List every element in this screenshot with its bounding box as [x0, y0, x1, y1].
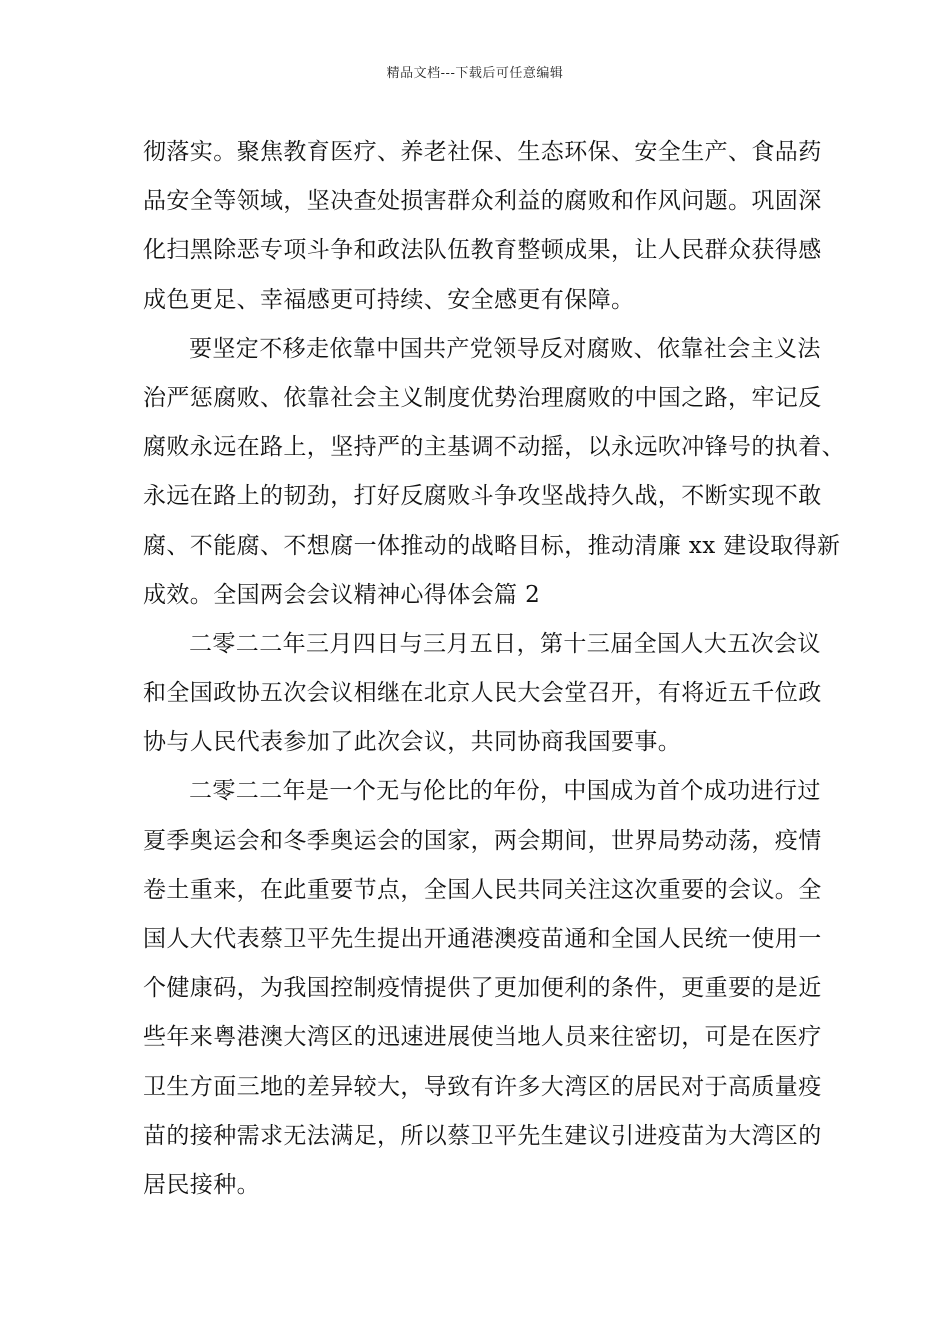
text-line: 成色更足、幸福感更可持续、安全感更有保障。: [143, 286, 635, 313]
page-header: 精品文档---下载后可任意编辑: [386, 66, 564, 81]
text-line: 品安全等领域，坚决查处损害群众利益的腐败和作风问题。巩固深: [143, 188, 822, 215]
text-line: 治严惩腐败、依靠社会主义制度优势治理腐败的中国之路，牢记反: [143, 384, 822, 411]
paragraph-start-line: 二零二二年是一个无与伦比的年份，中国成为首个成功进行过: [189, 778, 821, 805]
document-body: [143, 128, 845, 1210]
text-line: 居民接种。: [143, 1171, 260, 1198]
text-line: 卫生方面三地的差异较大，导致有许多大湾区的居民对于高质量疫: [143, 1073, 822, 1100]
text-line: 永远在路上的韧劲，打好反腐败斗争攻坚战持久战，不断实现不敢: [143, 483, 822, 510]
text-line: 和全国政协五次会议相继在北京人民大会堂召开，有将近五千位政: [143, 680, 822, 707]
text-line: 成效。全国两会会议精神心得体会篇 2: [143, 581, 541, 608]
text-line: 夏季奥运会和冬季奥运会的国家，两会期间，世界局势动荡，疫情: [143, 827, 822, 854]
paragraph-start-line: 要坚定不移走依靠中国共产党领导反对腐败、依靠社会主义法: [189, 335, 821, 362]
text-line: 彻落实。聚焦教育医疗、养老社保、生态环保、安全生产、食品药: [143, 139, 822, 165]
text-line: 腐败永远在路上，坚持严的主基调不动摇，以永远吹冲锋号的执着、: [143, 434, 845, 461]
text-line: 个健康码，为我国控制疫情提供了更加便利的条件，更重要的是近: [143, 975, 822, 1002]
text-line: 国人大代表蔡卫平先生提出开通港澳疫苗通和全国人民统一使用一: [143, 926, 822, 952]
text-line: 卷土重来，在此重要节点，全国人民共同关注这次重要的会议。全: [143, 876, 822, 903]
text-line: 协与人民代表参加了此次会议，共同协商我国要事。: [143, 729, 682, 756]
text-line: 些年来粤港澳大湾区的迅速进展使当地人员来往密切，可是在医疗: [143, 1024, 822, 1051]
text-line: 化扫黑除恶专项斗争和政法队伍教育整顿成果，让人民群众获得感: [143, 237, 822, 264]
text-line: 腐、不能腐、不想腐一体推动的战略目标，推动清廉 xx 建设取得新: [143, 532, 841, 559]
text-line: 苗的接种需求无法满足，所以蔡卫平先生建议引进疫苗为大湾区的: [143, 1122, 822, 1149]
paragraph-start-line: 二零二二年三月四日与三月五日，第十三届全国人大五次会议: [189, 630, 821, 657]
